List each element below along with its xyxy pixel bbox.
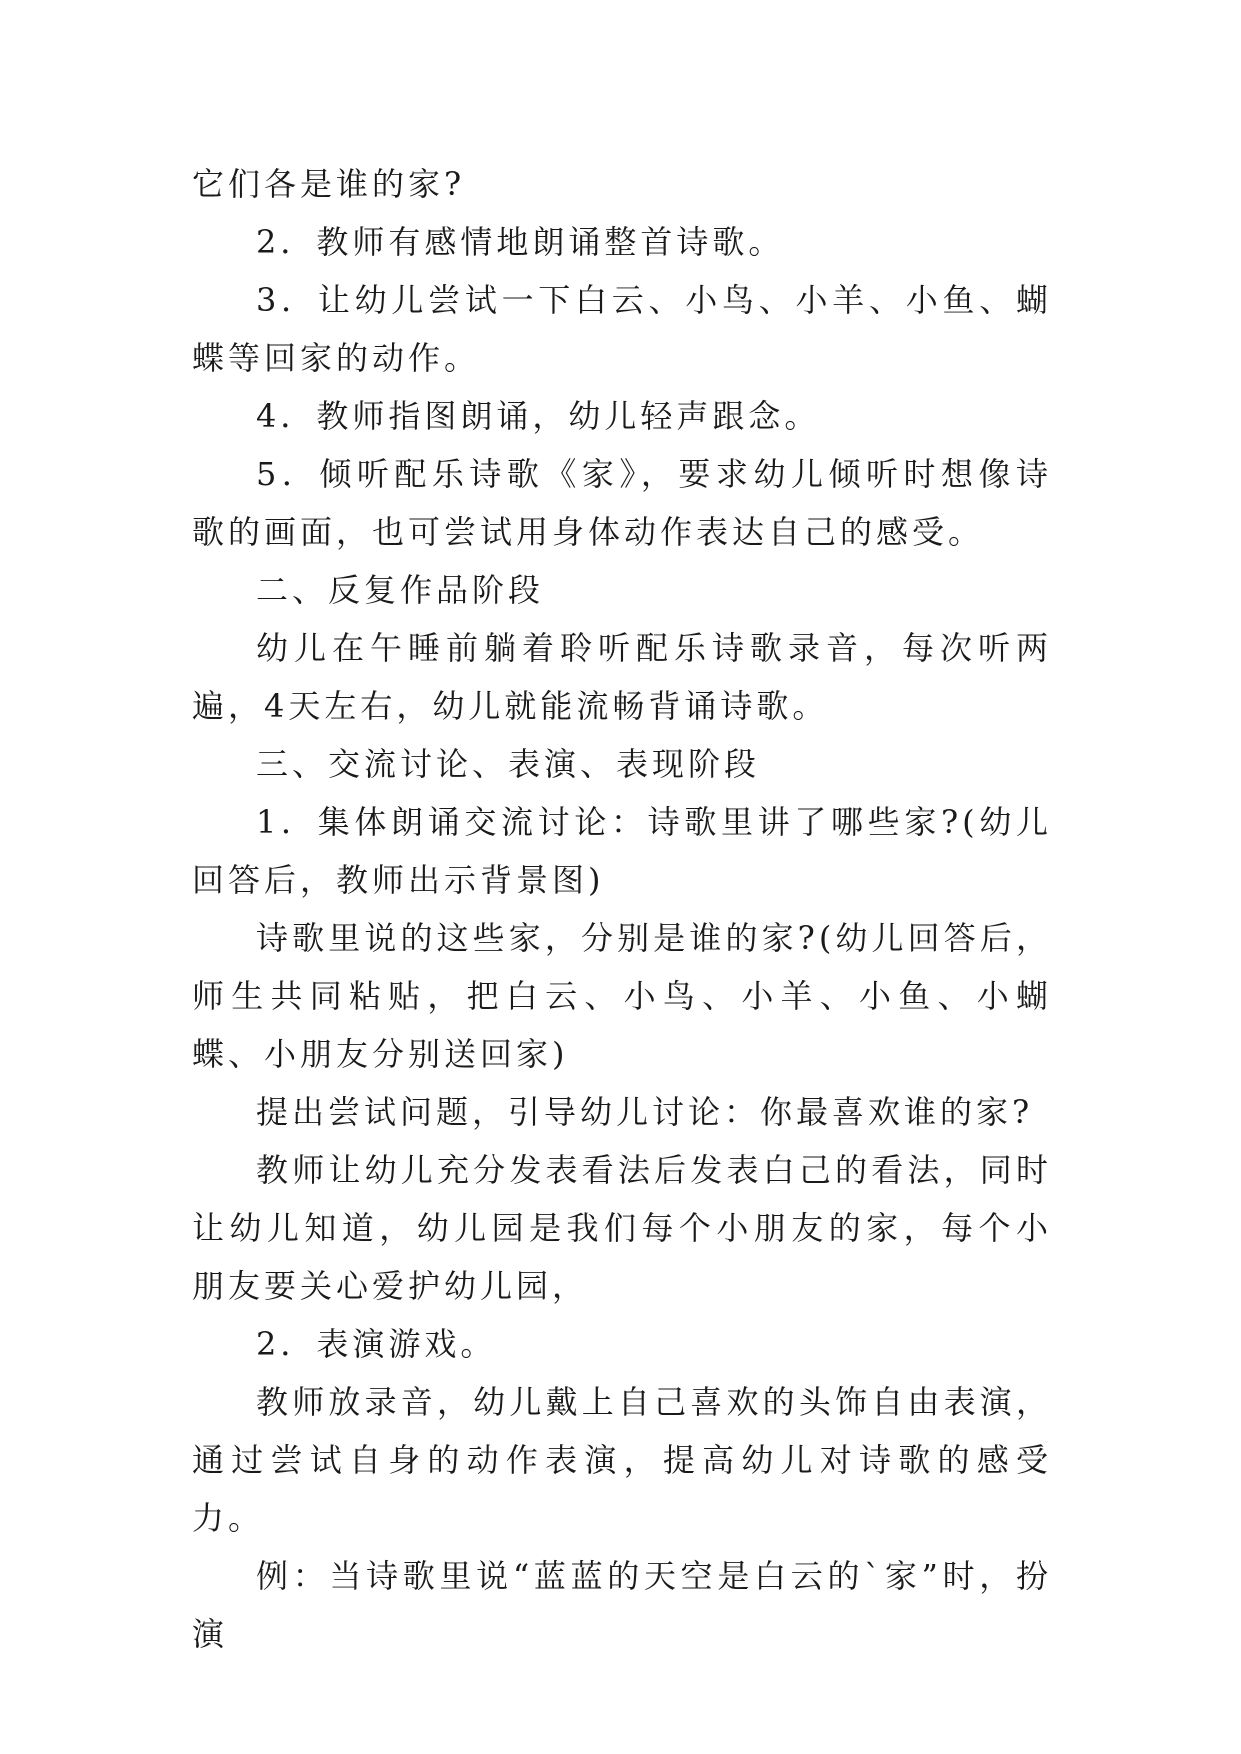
paragraph: 教师让幼儿充分发表看法后发表白己的看法，同时让幼儿知道，幼儿园是我们每个小朋友的家，每个小朋友要关心爱护幼儿园，	[192, 1151, 1052, 1305]
paragraph: 提出尝试问题，引导幼儿讨论：你最喜欢谁的家?	[256, 1093, 1034, 1131]
paragraph: 5．倾听配乐诗歌《家》，要求幼儿倾听时想像诗歌的画面，也可尝试用身体动作表达自己的感受。	[192, 455, 1052, 551]
paragraph: 幼儿在午睡前躺着聆听配乐诗歌录音，每次听两遍，4天左右，幼儿就能流畅背诵诗歌。	[192, 629, 1052, 725]
paragraph: 教师放录音，幼儿戴上自己喜欢的头饰自由表演，通过尝试自身的动作表演，提高幼儿对诗歌的感受力。	[192, 1383, 1052, 1537]
paragraph: 2．表演游戏。	[256, 1325, 497, 1363]
paragraph: 4．教师指图朗诵，幼儿轻声跟念。	[256, 397, 821, 435]
section-heading: 三、交流讨论、表演、表现阶段	[256, 745, 761, 783]
document-body	[192, 155, 1052, 1663]
paragraph: 1．集体朗诵交流讨论：诗歌里讲了哪些家?(幼儿回答后，教师出示背景图)	[192, 803, 1052, 899]
paragraph: 2．教师有感情地朗诵整首诗歌。	[256, 223, 785, 261]
paragraph: 它们各是谁的家?	[192, 165, 466, 203]
paragraph: 例：当诗歌里说“蓝蓝的天空是白云的`家”时，扮演	[192, 1557, 1052, 1653]
paragraph: 诗歌里说的这些家，分别是谁的家?(幼儿回答后，师生共同粘贴，把白云、小鸟、小羊、小鱼、小蝴蝶、小朋友分别送回家)	[192, 919, 1052, 1073]
section-heading: 二、反复作品阶段	[256, 571, 545, 609]
paragraph: 3．让幼儿尝试一下白云、小鸟、小羊、小鱼、蝴蝶等回家的动作。	[192, 281, 1052, 377]
